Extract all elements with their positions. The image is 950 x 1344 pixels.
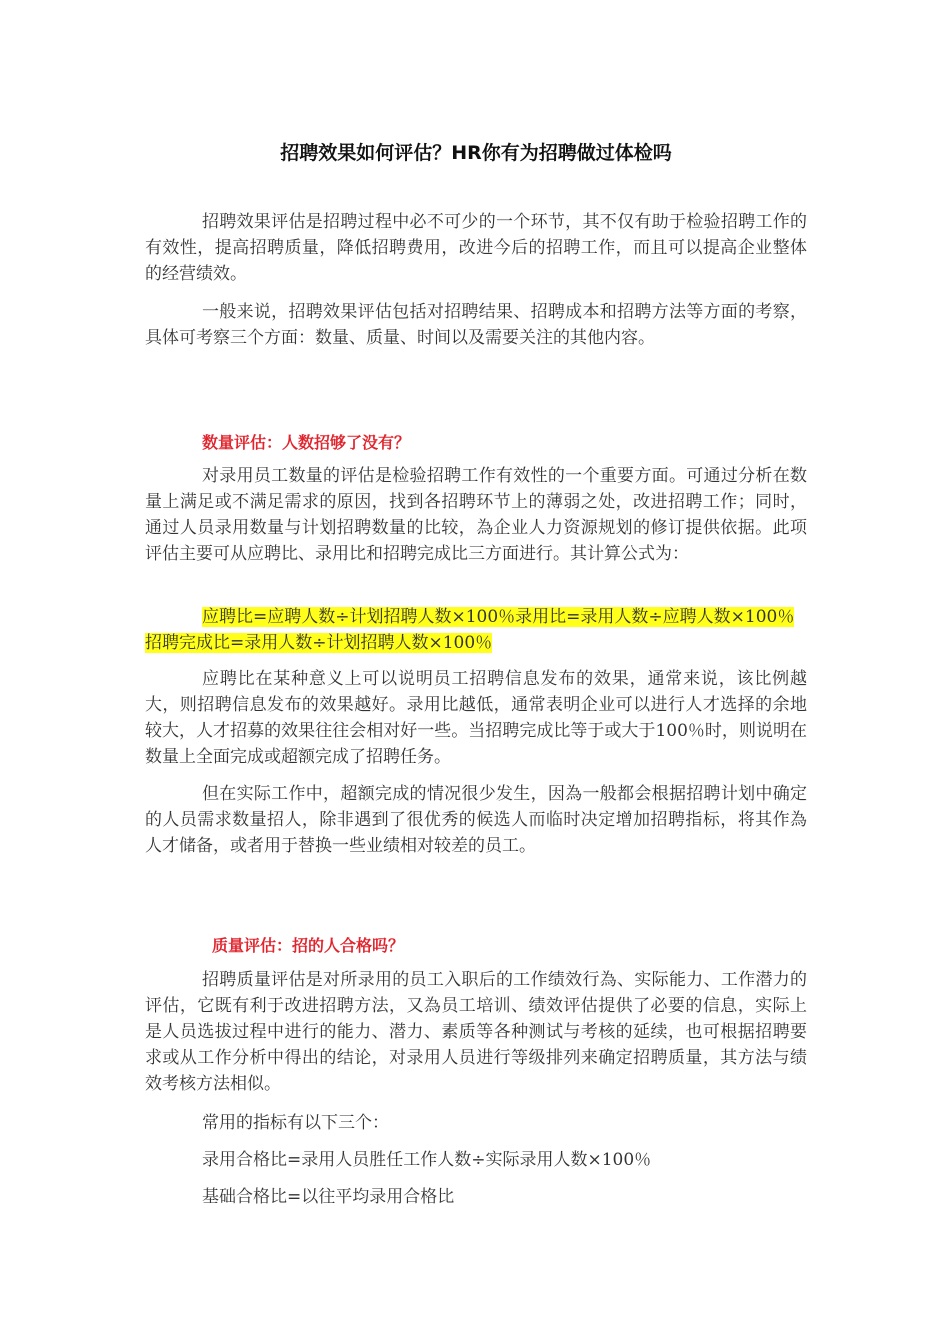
- quality-formula-2: 基础合格比=以往平均录用合格比: [202, 1187, 455, 1207]
- quality-paragraph-1: 招聘质量评估是对所录用的员工入职后的工作绩效行為、实际能力、工作潜力的评估，它既有利于改进招聘方法，又為员工培训、绩效评估提供了必要的信息，实际上是人员选拔过程中进行的能力、潜力、素质等各种测试与考核的延续，也可根据招聘要求或从工作分析中得出的结论，对录用人员进行等级排列来确定招聘质量，其方法与绩效考核方法相似。: [145, 970, 807, 1094]
- formula-highlight: 应聘比=应聘人数÷计划招聘人数×100％录用比=录用人数÷应聘人数×100％招聘完成比=录用人数÷计划招聘人数×100％: [145, 607, 795, 653]
- quality-formula-1: 录用合格比=录用人员胜任工作人数÷实际录用人数×100％: [202, 1150, 652, 1170]
- section-heading-quantity: 数量评估：人数招够了没有？: [202, 433, 411, 452]
- quantity-paragraph-2: 应聘比在某种意义上可以说明员工招聘信息发布的效果，通常来说，该比例越大，则招聘信息发布的效果越好。录用比越低，通常表明企业可以进行人才选择的余地较大，人才招募的效果往往会相对好一些。当招聘完成比等于或大于100％时，则说明在数量上全面完成或超额完成了招聘任务。: [145, 669, 807, 767]
- quantity-formula: [145, 604, 807, 656]
- intro-paragraph-1: 招聘效果评估是招聘过程中必不可少的一个环节，其不仅有助于检验招聘工作的有效性，提高招聘质量，降低招聘费用，改进今后的招聘工作，而且可以提高企业整体的经营绩效。: [145, 212, 807, 284]
- quantity-paragraph-1: 对录用员工数量的评估是检验招聘工作有效性的一个重要方面。可通过分析在数量上满足或不满足需求的原因，找到各招聘环节上的薄弱之处，改进招聘工作；同时，通过人员录用数量与计划招聘数量的比较，為企业人力资源规划的修订提供依据。此项评估主要可从应聘比、录用比和招聘完成比三方面进行。其计算公式为：: [145, 466, 807, 564]
- quantity-paragraph-3: 但在实际工作中，超额完成的情况很少发生，因為一般都会根据招聘计划中确定的人员需求数量招人，除非遇到了很优秀的候选人而临时决定增加招聘指标，将其作為人才储备，或者用于替换一些业绩相对较差的员工。: [145, 784, 807, 856]
- quality-paragraph-2: 常用的指标有以下三个：: [202, 1113, 389, 1133]
- section-heading-quality: 质量评估：招的人合格吗？: [212, 936, 405, 955]
- page-title: 招聘效果如何评估？HR你有为招聘做过体检吗: [280, 142, 672, 164]
- intro-paragraph-2: 一般来说，招聘效果评估包括对招聘结果、招聘成本和招聘方法等方面的考察，具体可考察三个方面：数量、质量、时间以及需要关注的其他内容。: [145, 302, 807, 348]
